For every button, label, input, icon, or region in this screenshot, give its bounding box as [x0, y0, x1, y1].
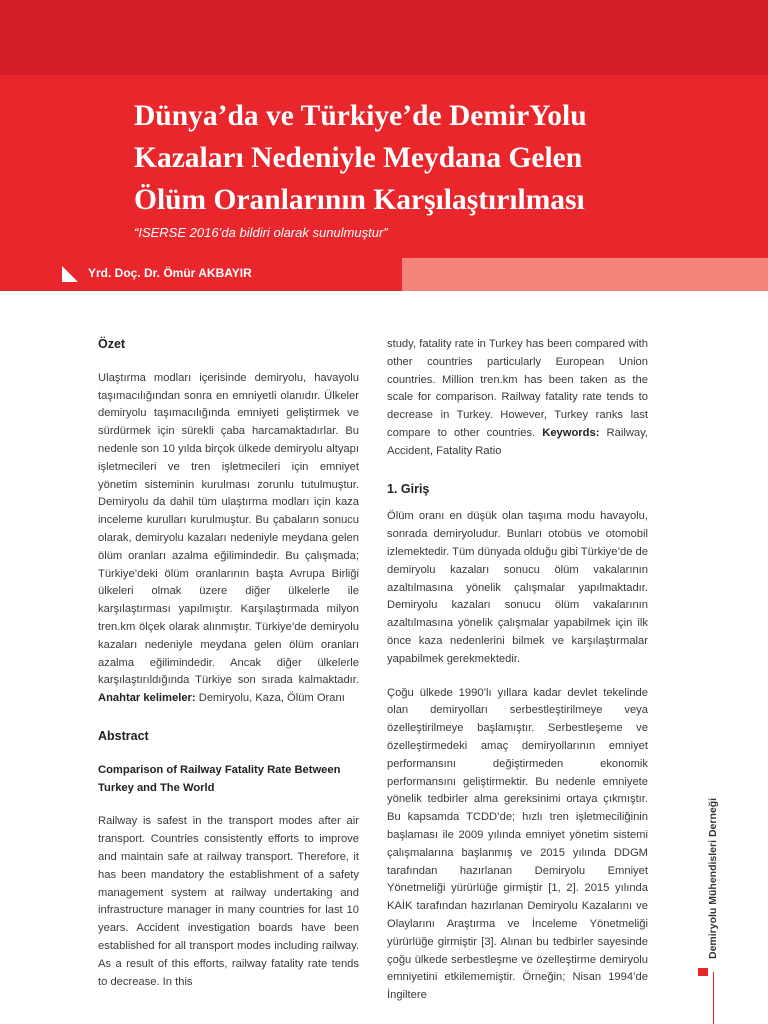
article-subtitle: “ISERSE 2016’da bildiri olarak sunulmuştur” — [134, 225, 388, 240]
sidebar-line — [713, 972, 714, 1024]
title-line-2: Kazaları Nedeniyle Meydana Gelen — [134, 142, 583, 174]
right-column — [387, 336, 648, 1005]
article-title — [134, 95, 694, 221]
author-name: Yrd. Doç. Dr. Ömür AKBAYIR — [88, 266, 252, 280]
top-band — [0, 0, 768, 75]
english-title: Comparison of Railway Fatality Rate Between Turkey and The World — [98, 763, 341, 794]
triangle-marker-icon — [62, 266, 78, 282]
sidebar-label: Demiryolu Mühendisleri Derneği — [707, 797, 719, 959]
sidebar-marker — [698, 968, 708, 976]
ozet-text: Ulaştırma modları içerisinde demiryolu, havayolu taşımacılığından sonra en emniyetli olanıdır. Ülkeler demiryolu taşımacılığında emniyeti geliştirmek ve sürdürmek için sürekli çaba harcamaktadırlar. Bu nedenle son 10 yılda birçok ülkede demiryolu altyapı işletmecileri ve tren işletmecileri için emniyet yönetim sisteminin kurulması zorunlu tutulmuştur. Demiryolu da dahil tüm ulaştırma modları için kaza inceleme kurulları kurulmuştur. Bu çabaların sonucu olarak, demiryolu kazaları nedeniyle meydana gelen ölüm oranları azalma eğilimindedir. Bu çalışmada; Türkiye’deki ölüm oranlarının başta Avrupa Birliği ülkeleri olmak üzere diğer ülkelerle ile karşılaştırması yapılmıştır. Karşılaştırmada milyon tren.km ölçek olarak alınmıştır. Türkiye’de demiryolu kazaları nedeniyle meydana gelen ölüm oranları azalma eğilimindedir. Ancak diğer ülkelerle karşılaştırıldığında Türkiye son sırada kalmaktadır. — [98, 371, 359, 687]
keywords-label: Keywords: — [542, 426, 600, 439]
ozet-paragraph — [98, 370, 359, 708]
giris-paragraph-1: Ölüm oranı en düşük olan taşıma modu havayolu, sonrada demiryoludur. Bunları otobüs ve otomobil izlemektedir. Tüm dünyada olduğu gibi Türkiye’de de demiryolu kazaları sonucu ölüm vakalarının azaltılmasına yönelik çalışmalar yapılmaktadır. Demiryolu kazaları sonucu ölüm vakalarının azaltılmasına yönelik çalışmalar yapabilmek için ilk önce kaza nedenlerini bilmek ve karşılaştırmalar yapabilmek gerekmektedir. — [387, 510, 648, 665]
anahtar-label: Anahtar kelimeler: — [98, 692, 196, 705]
title-line-1: Dünya’da ve Türkiye’de DemirYolu — [134, 100, 587, 132]
author-band-accent — [402, 258, 768, 291]
anahtar-text: Demiryolu, Kaza, Ölüm Oranı — [195, 692, 345, 705]
left-column — [98, 336, 359, 991]
abstract-cont-text: study, fatality rate in Turkey has been compared with other countries particularly European Union countries. Million tren.km has been taken as the scale for comparison. Railway fatality rate tends to decrease in Turkey. However, Turkey ranks last compare to other countries. — [387, 338, 648, 439]
giris-paragraph-2: Çoğu ülkede 1990’lı yıllara kadar devlet tekelinde olan demiryolları serbestleştirilmeye veya özelleştirilmeye başlamıştır. Serbestleşeme ve özelleştirmedeki amaç demiryollarının emniyet performansını değiştirmeden ekonomik performansını geliştirmektir. Bu nedenle emniyete yönelik tedbirler alma gereksinimi ortaya çıkmıştır. Bu kapsamda TCDD’de; hızlı tren işletmeciliğinin başlaması ile 2009 yılında emniyet yönetim sistemi çalışmalarına başlanmış ve 2015 yılında DDGM tarafından hazırlanan Demiryolu Emniyet Yönetmeliği yürürlüğe girmiştir [1, 2]. 2015 yılında KAİK tarafından hazırlanan Demiryolu Kazalarını ve Olaylarını Araştırma ve İnceleme Yönetmeliği yürürlüğe girmiştir [3]. Alınan bu tedbirler sayesinde çoğu ülkede serbestleşme ve özelleştirme demiryolu emniyetini etkilememiştir. Örneğin; Nisan 1994’de İngiltere — [387, 686, 648, 1002]
giris-heading: 1. Giriş — [387, 481, 430, 496]
abstract-heading: Abstract — [98, 728, 149, 743]
ozet-heading: Özet — [98, 337, 126, 351]
abstract-continuation — [387, 336, 648, 461]
abstract-paragraph: Railway is safest in the transport modes after air transport. Countries consistently efforts to improve and maintain safe at railway transport. Therefore, it has been mandatory the establishment of a safety management system at railway undertaking and infrastructure manager in many countries for last 10 years. Accident investigation boards have been established for all transport modes including railway. As a result of this efforts, railway fatality rate tends to decrease. In this — [98, 815, 359, 988]
title-line-3: Ölüm Oranlarının Karşılaştırılması — [134, 184, 585, 216]
keywords-text: Railway, Accident, Fatality Ratio — [387, 426, 648, 457]
